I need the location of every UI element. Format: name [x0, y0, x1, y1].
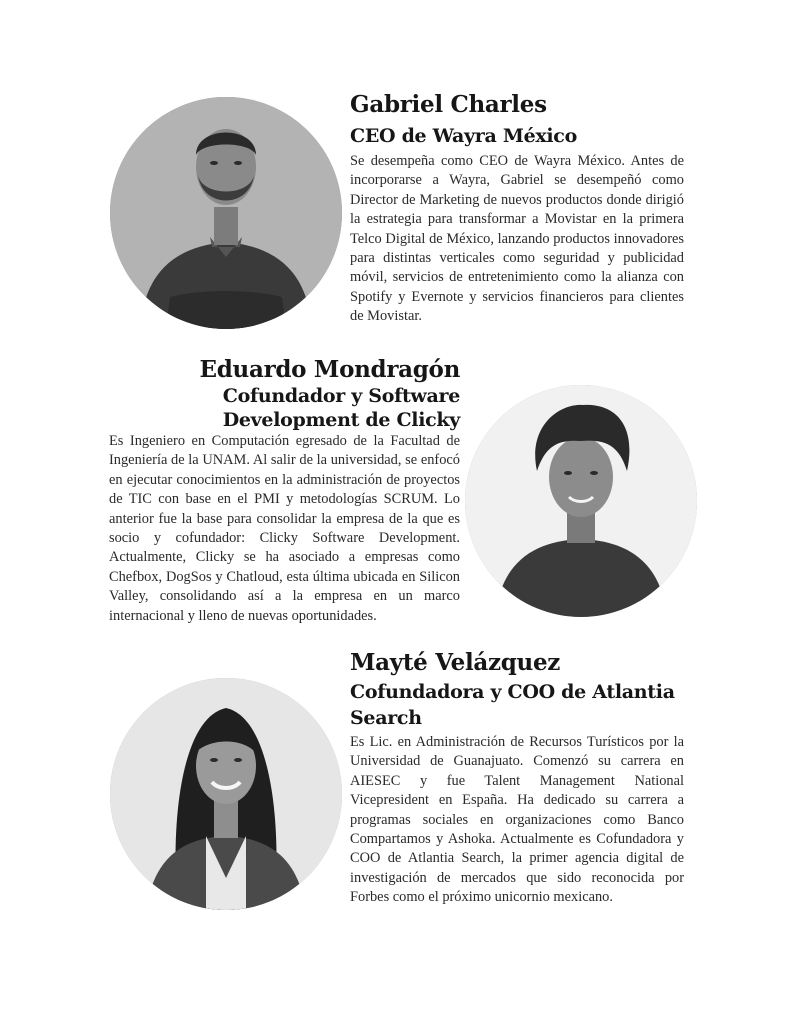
profile-bio: Es Ingeniero en Computación egresado de la Facultad de Ingeniería de la UNAM. Al salir de la universidad, se enfocó en ejecutar conocimientos en la administración de proyectos de TIC con base en el PMI y metodologías SCRUM. Lo anterior fue la base para consolidar la empresa de la que es socio y cofundador: Clicky Software Development. Actualmente, Clicky se ha asociado a empresas como Chefbox, DogSos y Chatloud, esta última ubicada en Silicon Valley, consolidando así a la empresa en un marco internacional y lleno de nuevas oportunidades.	[109, 433, 460, 624]
profile-bio: Se desempeña como CEO de Wayra México. Antes de incorporarse a Wayra, Gabriel se desempeñó como Director de Marketing de nuevos productos donde dirigió la estrategia para transformar a Movistar en la primera Telco Digital de México, lanzando productos innovadores para distintas verticales como seguridad y publicidad móvil, servicios de entretenimiento como la alianza con Spotify y Evernote y servicios financieros para clientes de Movistar.	[350, 153, 684, 325]
profile-role-line2: Development de Clicky	[222, 409, 460, 431]
profile-bio: Es Lic. en Administración de Recursos Turísticos por la Universidad de Guanajuato. Comenzó su carrera en AIESEC y fue Talent Management National Vicepresident en España. Ha dedicado su carrera a programas sociales en organizaciones como Banco Compartamos y Ashoka. Actualmente es Cofundadora y COO de Atlantia Search, la primer agencia digital de investigación de mercados que sido reconocida por Forbes como el próximo unicornio mexicano.	[350, 734, 684, 906]
portrait-woman-long-hair-image	[110, 678, 342, 910]
profile-name: Gabriel Charles	[350, 91, 547, 118]
profile-photo-mayte-velazquez	[110, 678, 342, 910]
portrait-man-beard-image	[110, 97, 342, 329]
profile-photo-eduardo-mondragon	[465, 385, 697, 617]
profile-role-line2: Search	[350, 707, 422, 729]
profile-photo-gabriel-charles	[110, 97, 342, 329]
profile-role-line1: Cofundadora y COO de Atlantia	[350, 681, 675, 703]
profile-name: Eduardo Mondragón	[199, 356, 460, 383]
profile-role-line1: Cofundador y Software	[222, 385, 460, 407]
profile-role: CEO de Wayra México	[350, 125, 577, 147]
portrait-man-curly-hair-image	[465, 385, 697, 617]
profile-name: Mayté Velázquez	[350, 649, 561, 676]
